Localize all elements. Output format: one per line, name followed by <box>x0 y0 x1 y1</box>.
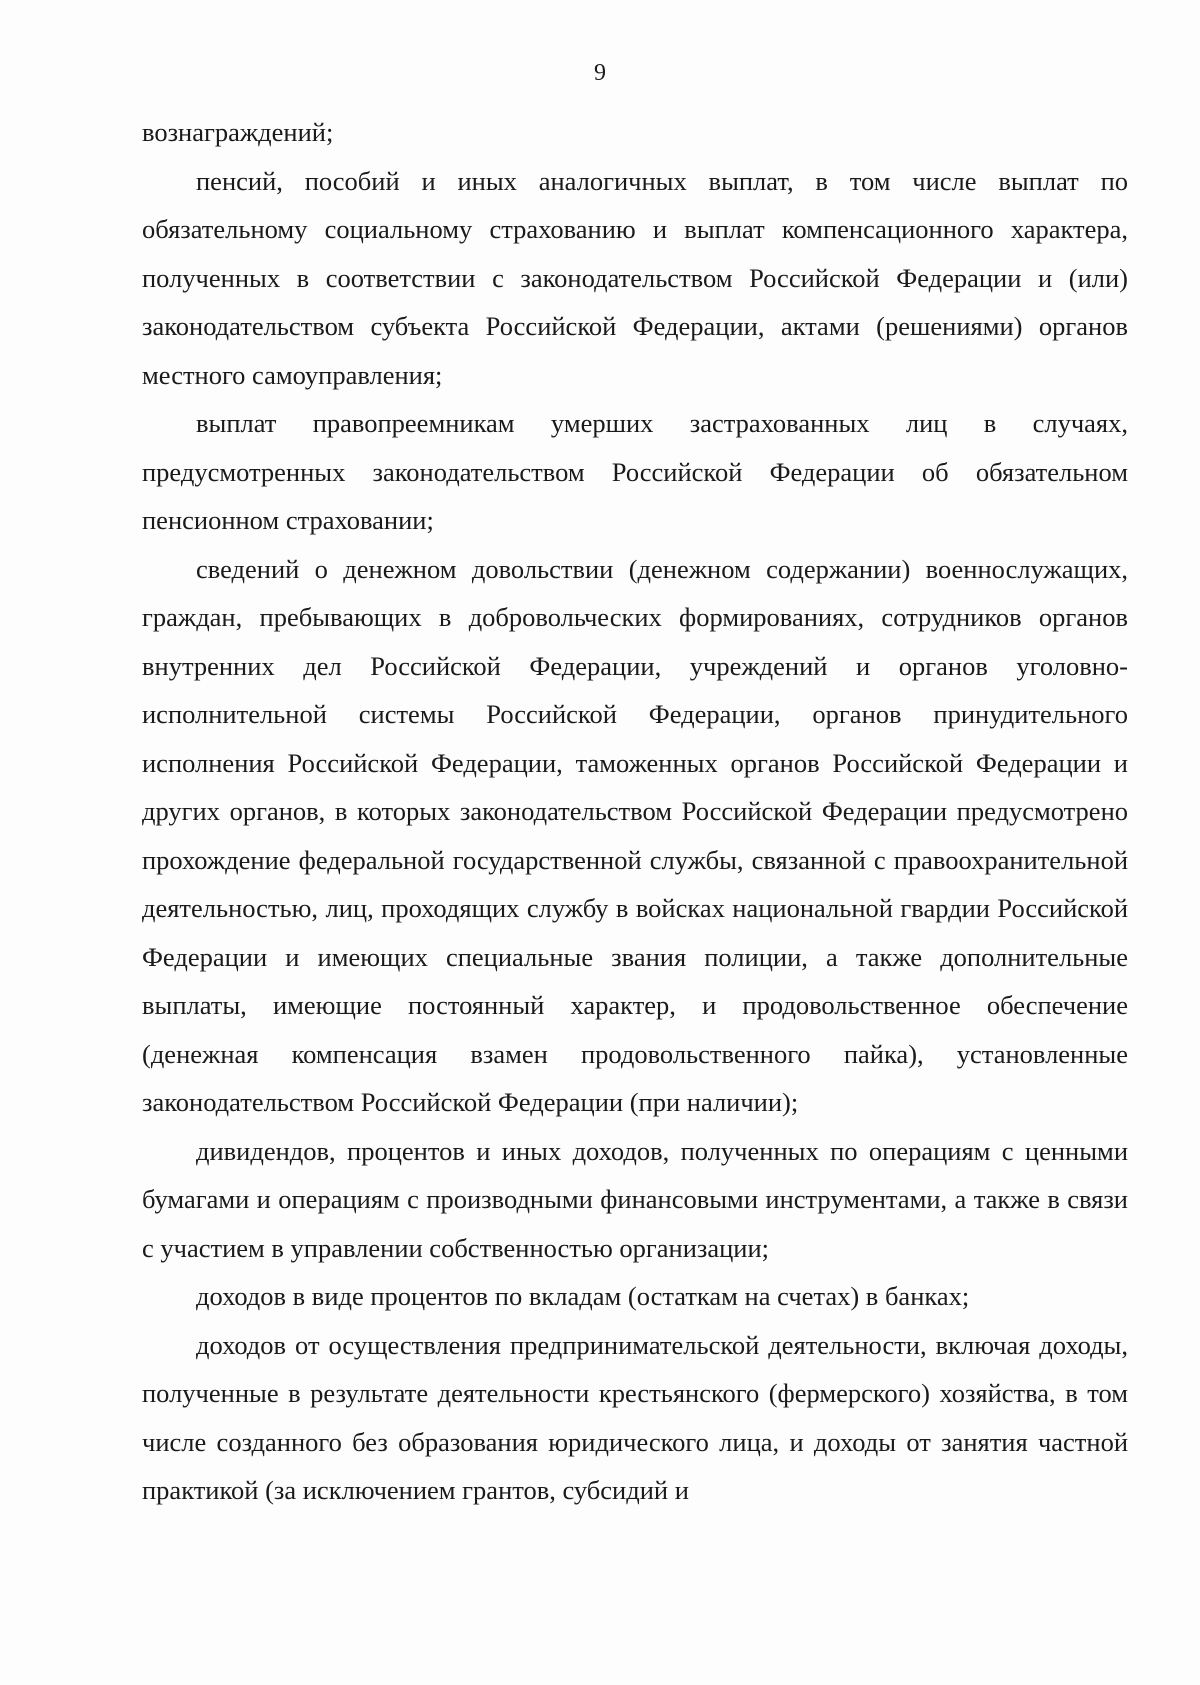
page-number: 9 <box>594 60 606 86</box>
paragraph-dividends: дивидендов, процентов и иных доходов, полученных по операциям с ценными бумагами и операциям с производными финансовыми инструментами, а также в связи с участием в управлении собственностью организации; <box>142 1135 1128 1263</box>
paragraph-business-income: доходов от осуществления предпринимательской деятельности, включая доходы, полученные в результате деятельности крестьянского (фермерского) хозяйства, в том числе созданного без образования юридического лица, и доходы от занятия частной практикой (за исключением грантов, субсидий и <box>142 1329 1128 1505</box>
document-body <box>142 108 1128 1515</box>
paragraph-allowance: сведений о денежном довольствии (денежном содержании) военнослужащих, граждан, пребывающих в добровольческих формированиях, сотрудников органов внутренних дел Российской Федерации, учреждений и органов уголовно-исполнительной системы Российской Федерации, органов принудительного исполнения Российской Федерации, таможенных органов Российской Федерации и других органов, в которых законодательством Российской Федерации предусмотрено прохождение федеральной государственной службы, связанной с правоохранительной деятельностью, лиц, проходящих службу в войсках национальной гвардии Российской Федерации и имеющих специальные звания полиции, а также дополнительные выплаты, имеющие постоянный характер, и продовольственное обеспечение (денежная компенсация взамен продовольственного пайка), установленные законодательством Российской Федерации (при наличии); <box>142 553 1128 1117</box>
paragraph-rewards: вознаграждений; <box>142 117 334 147</box>
paragraph-successors: выплат правопреемникам умерших застрахованных лиц в случаях, предусмотренных законодательством Российской Федерации об обязательном пенсионном страховании; <box>142 408 1128 535</box>
paragraph-pensions: пенсий, пособий и иных аналогичных выплат, в том числе выплат по обязательному социальному страхованию и выплат компенсационного характера, полученных в соответствии с законодательством Российской Федерации и (или) законодательством субъекта Российской Федерации, актами (решениями) органов местного самоуправления; <box>142 165 1128 390</box>
paragraph-deposits: доходов в виде процентов по вкладам (остаткам на счетах) в банках; <box>196 1281 970 1311</box>
